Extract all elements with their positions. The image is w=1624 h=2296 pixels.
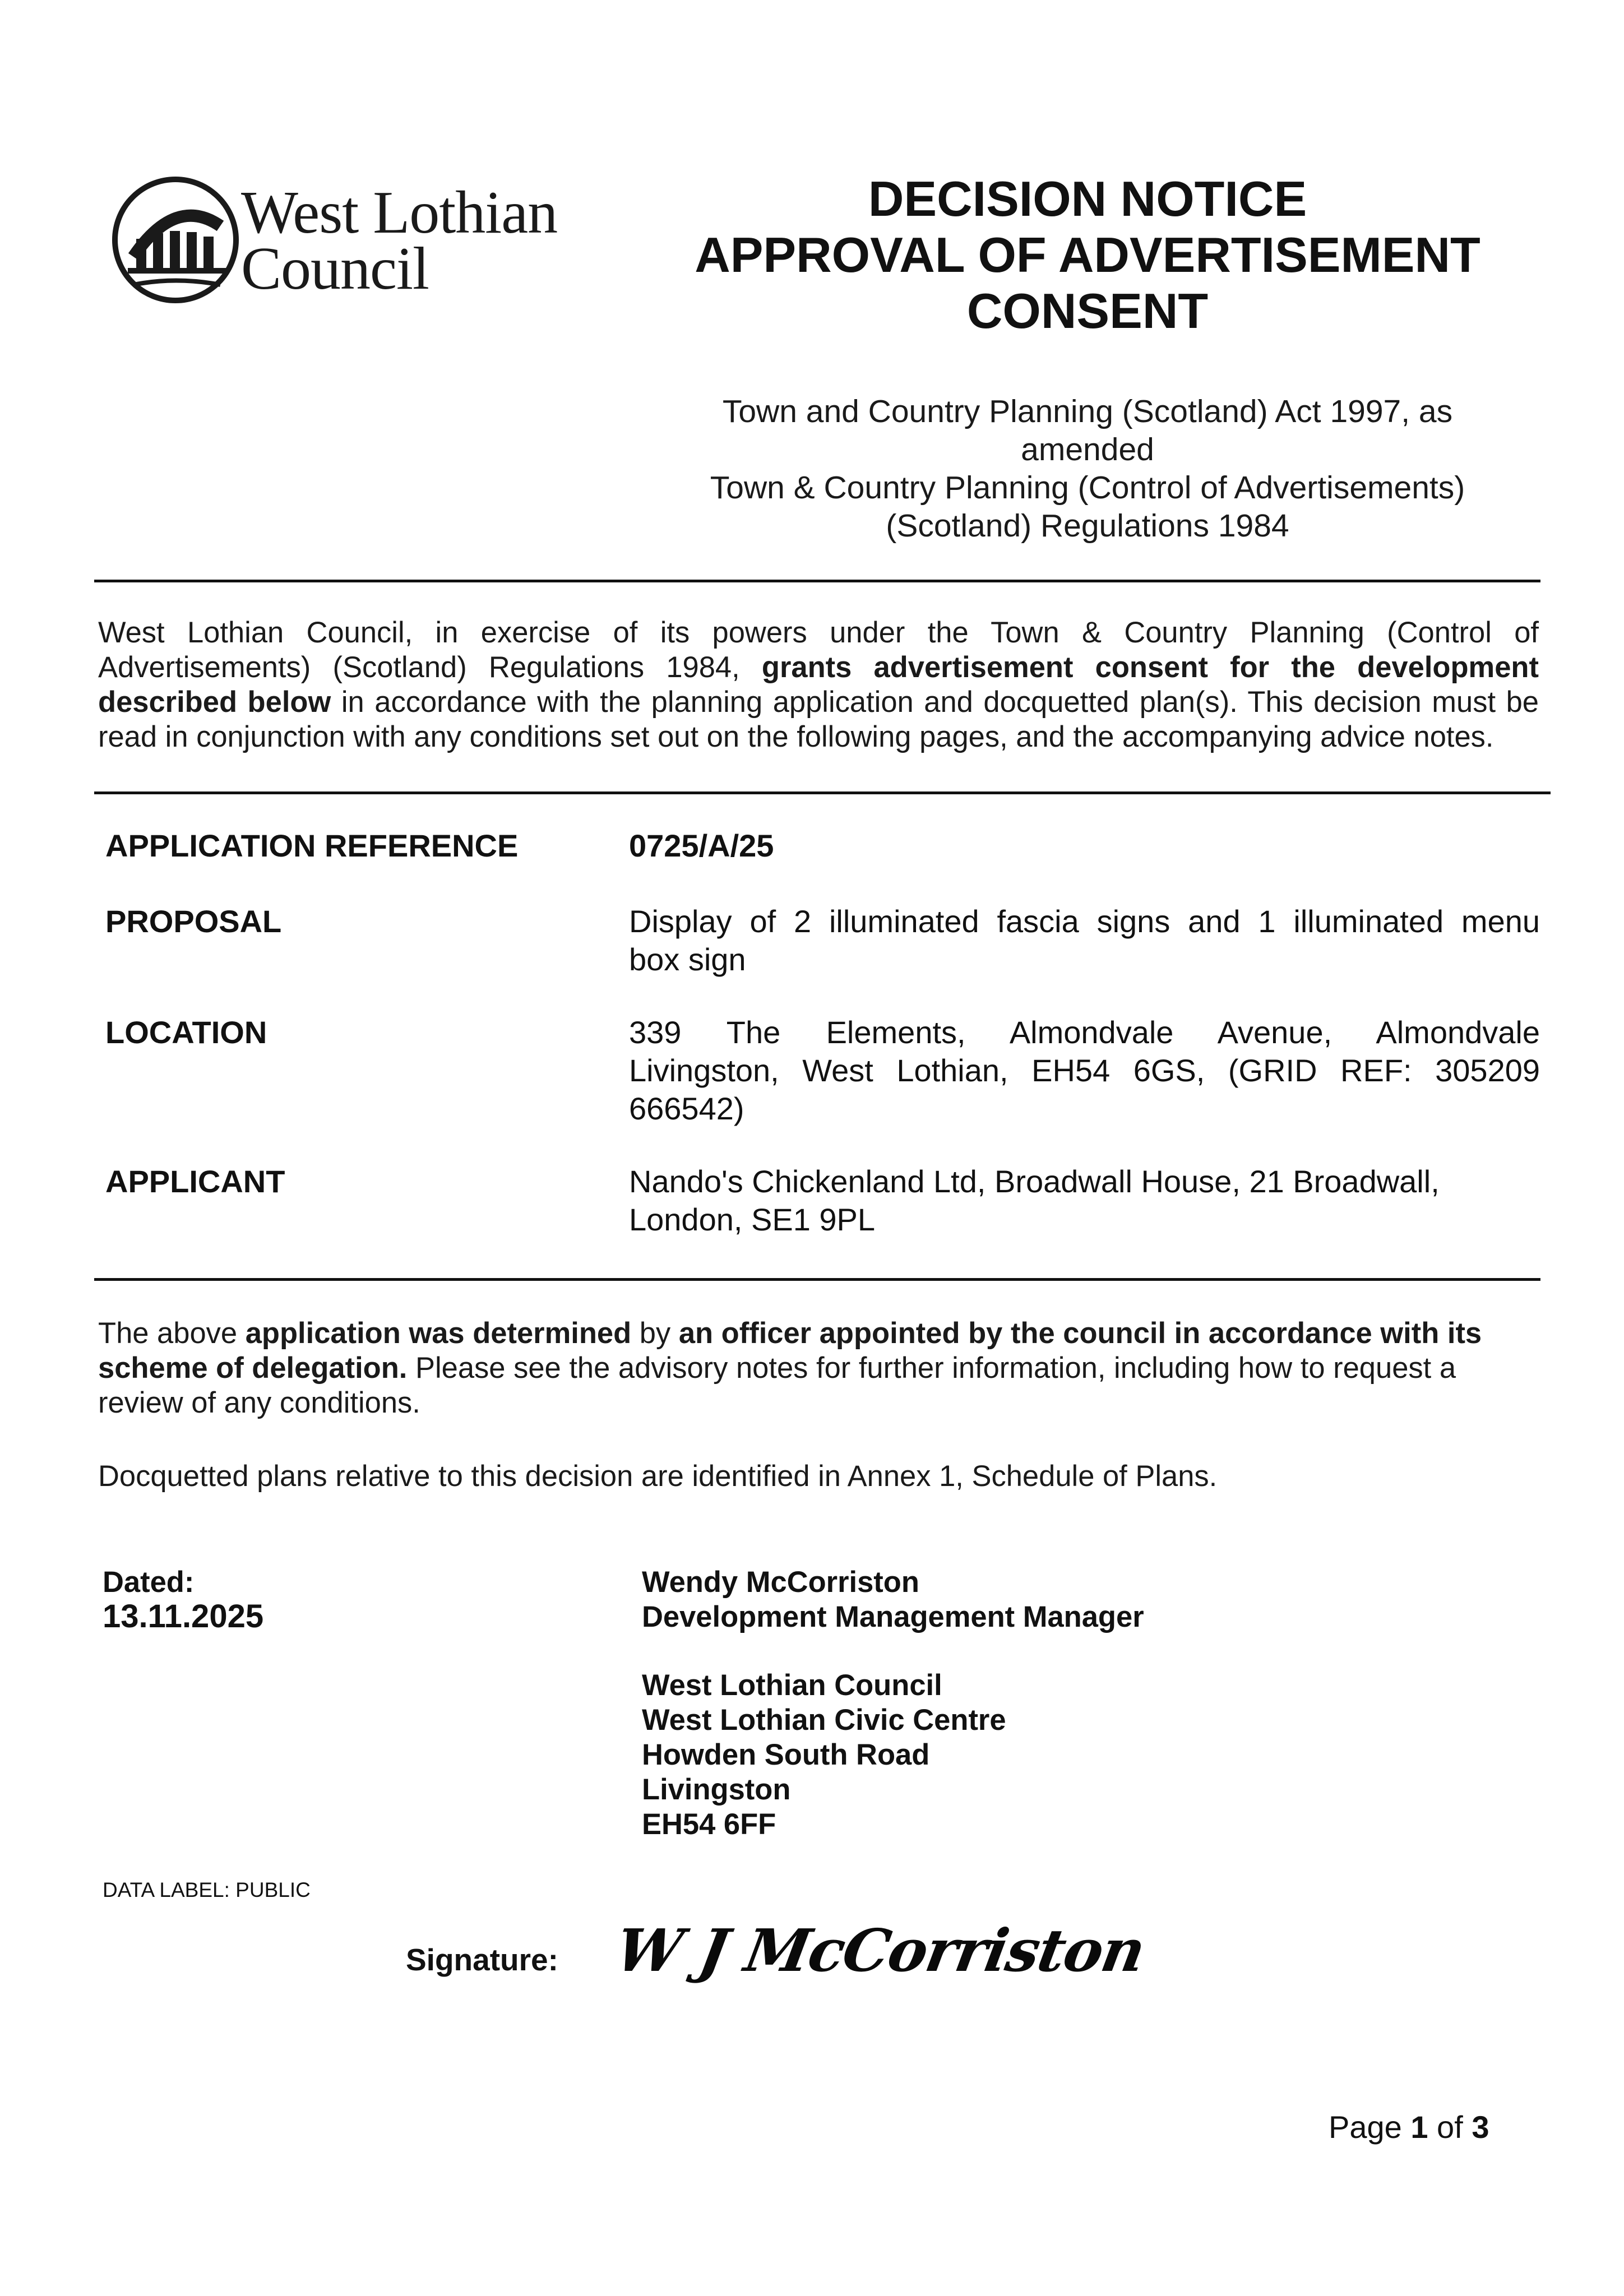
proposal-label: PROPOSAL <box>105 904 282 939</box>
page-current: 1 <box>1410 2109 1428 2145</box>
determination-text-1: The above <box>98 1317 246 1350</box>
determination-text-3: Please see the advisory notes for further information, including how to request a review of any conditions. <box>98 1351 1456 1419</box>
logo-line-1: West Lothian <box>241 179 558 246</box>
viaduct-emblem-icon <box>111 173 240 307</box>
officer-block <box>642 1565 1144 1635</box>
location-line-3: 666542) <box>629 1091 744 1126</box>
intro-text-1: West Lothian Council, in exercise of its powers under the Town & Country Planning (Control of Advertisements) (Scotland) Regulations 1984, <box>98 616 1539 684</box>
applicant-label: APPLICANT <box>105 1164 285 1199</box>
title-line-1: DECISION NOTICE <box>868 171 1307 226</box>
act-line-4: (Scotland) Regulations 1984 <box>886 508 1289 544</box>
act-line-2: amended <box>1021 432 1154 467</box>
page-prefix: Page <box>1329 2109 1411 2145</box>
location-line-2: Livingston, West Lothian, EH54 6GS, (GRID REF: 305209 <box>629 1053 1540 1088</box>
applicant-line-1: Nando's Chickenland Ltd, Broadwall House, 21 Broadwall, <box>629 1164 1440 1199</box>
proposal-value <box>629 902 1540 979</box>
intro-text-2: in accordance with the planning application and docquetted plan(s). This decision must be read in conjunction with any conditions set out on the following pages, and the accompanying advice notes. <box>98 686 1539 753</box>
proposal-line-2: box sign <box>629 942 746 977</box>
handwritten-signature: W J McCorriston <box>610 1916 1150 1985</box>
page-number <box>1329 2109 1489 2146</box>
title-line-3: CONSENT <box>966 283 1209 339</box>
location-line-1: 339 The Elements, Almondvale Avenue, Almondvale <box>629 1015 1540 1050</box>
title-line-2: APPROVAL OF ADVERTISEMENT <box>695 227 1480 283</box>
location-value <box>629 1013 1540 1128</box>
council-logo <box>111 173 604 307</box>
reference-value: 0725/A/25 <box>629 828 774 863</box>
council-address <box>642 1668 1006 1842</box>
logo-line-2: Council <box>241 235 429 302</box>
address-line-3: Howden South Road <box>642 1738 930 1771</box>
reference-label: APPLICATION REFERENCE <box>105 828 519 863</box>
intro-paragraph <box>98 615 1539 754</box>
dated-label: Dated: <box>103 1566 195 1599</box>
intro-bold: grants advertisement consent for the development described below <box>98 651 1539 719</box>
divider-top <box>94 580 1540 582</box>
notice-title <box>661 171 1514 339</box>
officer-role: Development Management Manager <box>642 1600 1144 1633</box>
proposal-line-1: Display of 2 illuminated fascia signs and 1 illuminated menu <box>629 904 1540 939</box>
determination-bold-2: an officer appointed by the council in accordance with its scheme of delegation. <box>98 1317 1482 1385</box>
address-line-4: Livingston <box>642 1773 791 1806</box>
divider-details-bottom <box>94 1278 1540 1281</box>
location-label: LOCATION <box>105 1015 267 1050</box>
data-classification-label: DATA LABEL: PUBLIC <box>103 1878 311 1901</box>
signature-label: Signature: <box>406 1942 558 1977</box>
address-line-2: West Lothian Civic Centre <box>642 1704 1006 1737</box>
divider-details-top <box>94 791 1551 794</box>
determination-bold-1: application was determined <box>245 1317 632 1350</box>
determination-paragraph <box>98 1316 1525 1420</box>
dated-value: 13.11.2025 <box>103 1598 264 1635</box>
address-line-1: West Lothian Council <box>642 1669 942 1702</box>
page-middle: of <box>1428 2109 1472 2145</box>
docquetted-plans-note: Docquetted plans relative to this decision are identified in Annex 1, Schedule of Plans. <box>98 1460 1218 1493</box>
officer-name: Wendy McCorriston <box>642 1566 919 1599</box>
legislation-block <box>661 392 1514 545</box>
address-line-5: EH54 6FF <box>642 1808 776 1841</box>
act-line-3: Town & Country Planning (Control of Advertisements) <box>710 470 1465 506</box>
applicant-line-2: London, SE1 9PL <box>629 1202 876 1237</box>
determination-text-2: by <box>631 1317 679 1350</box>
applicant-value <box>629 1163 1540 1239</box>
page-total: 3 <box>1472 2109 1489 2145</box>
act-line-1: Town and Country Planning (Scotland) Act 1997, as <box>722 394 1453 429</box>
